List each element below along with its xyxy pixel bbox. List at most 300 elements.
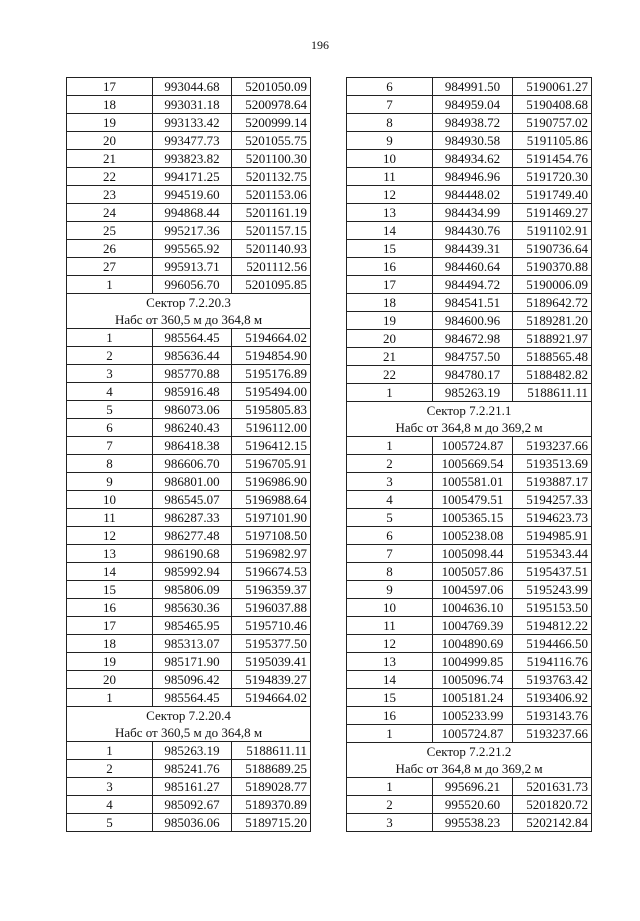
point-number: 9	[67, 473, 153, 491]
x-coordinate: 984600.96	[433, 312, 513, 330]
point-number: 19	[67, 114, 153, 132]
point-number: 2	[67, 760, 153, 778]
point-number: 20	[67, 671, 153, 689]
x-coordinate: 986073.06	[153, 401, 232, 419]
x-coordinate: 984672.98	[433, 330, 513, 348]
sector-height-range: Набс от 364,8 м до 369,2 м	[347, 419, 592, 437]
point-number: 12	[347, 635, 433, 653]
table-row	[67, 742, 311, 760]
table-row	[67, 383, 311, 401]
x-coordinate: 984439.31	[433, 240, 513, 258]
table-row	[347, 204, 592, 222]
table-row	[67, 527, 311, 545]
table-row	[347, 276, 592, 294]
sector-title: Сектор 7.2.20.4	[67, 707, 311, 725]
point-number: 3	[347, 473, 433, 491]
y-coordinate: 5195377.50	[232, 635, 311, 653]
y-coordinate: 5196674.53	[232, 563, 311, 581]
x-coordinate: 995913.71	[153, 258, 232, 276]
x-coordinate: 984460.64	[433, 258, 513, 276]
y-coordinate: 5196986.90	[232, 473, 311, 491]
table-row	[67, 599, 311, 617]
x-coordinate: 985916.48	[153, 383, 232, 401]
table-row	[347, 671, 592, 689]
x-coordinate: 984434.99	[433, 204, 513, 222]
table-row	[67, 563, 311, 581]
table-row	[67, 653, 311, 671]
y-coordinate: 5195343.44	[513, 545, 592, 563]
point-number: 3	[67, 365, 153, 383]
point-number: 17	[347, 276, 433, 294]
point-number: 1	[347, 725, 433, 743]
x-coordinate: 1005724.87	[433, 725, 513, 743]
x-coordinate: 1005479.51	[433, 491, 513, 509]
table-row	[67, 796, 311, 814]
y-coordinate: 5188611.11	[232, 742, 311, 760]
sector-range-row	[347, 419, 592, 437]
sector-range-row	[347, 760, 592, 778]
y-coordinate: 5196112.00	[232, 419, 311, 437]
y-coordinate: 5189370.89	[232, 796, 311, 814]
point-number: 8	[347, 114, 433, 132]
point-number: 22	[67, 168, 153, 186]
y-coordinate: 5188611.11	[513, 384, 592, 402]
table-row	[347, 294, 592, 312]
y-coordinate: 5202142.84	[513, 814, 592, 832]
point-number: 15	[67, 581, 153, 599]
point-number: 1	[347, 437, 433, 455]
x-coordinate: 984959.04	[433, 96, 513, 114]
y-coordinate: 5194257.33	[513, 491, 592, 509]
table-row	[67, 617, 311, 635]
y-coordinate: 5201140.93	[232, 240, 311, 258]
y-coordinate: 5201055.75	[232, 132, 311, 150]
point-number: 2	[347, 455, 433, 473]
table-row	[347, 168, 592, 186]
table-row	[347, 384, 592, 402]
table-row	[347, 258, 592, 276]
x-coordinate: 985263.19	[153, 742, 232, 760]
table-row	[67, 635, 311, 653]
x-coordinate: 985313.07	[153, 635, 232, 653]
point-number: 12	[347, 186, 433, 204]
point-number: 27	[67, 258, 153, 276]
y-coordinate: 5201157.15	[232, 222, 311, 240]
x-coordinate: 984430.76	[433, 222, 513, 240]
x-coordinate: 986287.33	[153, 509, 232, 527]
point-number: 1	[67, 689, 153, 707]
y-coordinate: 5196359.37	[232, 581, 311, 599]
table-row	[347, 725, 592, 743]
point-number: 6	[347, 527, 433, 545]
x-coordinate: 1005581.01	[433, 473, 513, 491]
point-number: 15	[347, 240, 433, 258]
table-row	[347, 78, 592, 96]
table-row	[347, 186, 592, 204]
x-coordinate: 1005057.86	[433, 563, 513, 581]
point-number: 9	[347, 581, 433, 599]
table-row	[347, 96, 592, 114]
table-row	[67, 778, 311, 796]
x-coordinate: 994171.25	[153, 168, 232, 186]
x-coordinate: 984780.17	[433, 366, 513, 384]
x-coordinate: 985241.76	[153, 760, 232, 778]
y-coordinate: 5191105.86	[513, 132, 592, 150]
x-coordinate: 1004597.06	[433, 581, 513, 599]
point-number: 5	[67, 401, 153, 419]
table-row	[67, 96, 311, 114]
x-coordinate: 985263.19	[433, 384, 513, 402]
table-row	[67, 222, 311, 240]
table-row	[67, 419, 311, 437]
point-number: 4	[347, 491, 433, 509]
x-coordinate: 1005724.87	[433, 437, 513, 455]
sector-range-row	[67, 724, 311, 742]
point-number: 5	[67, 814, 153, 832]
point-number: 19	[67, 653, 153, 671]
table-row	[67, 114, 311, 132]
point-number: 11	[67, 509, 153, 527]
y-coordinate: 5201132.75	[232, 168, 311, 186]
coordinates-table-right	[346, 77, 592, 832]
table-row	[67, 455, 311, 473]
y-coordinate: 5195039.41	[232, 653, 311, 671]
x-coordinate: 986277.48	[153, 527, 232, 545]
sector-range-row	[67, 311, 311, 329]
point-number: 1	[347, 778, 433, 796]
point-number: 13	[347, 204, 433, 222]
table-row	[347, 778, 592, 796]
point-number: 2	[67, 347, 153, 365]
y-coordinate: 5201112.56	[232, 258, 311, 276]
table-row	[67, 509, 311, 527]
table-row	[67, 814, 311, 832]
x-coordinate: 986240.43	[153, 419, 232, 437]
y-coordinate: 5191102.91	[513, 222, 592, 240]
table-row	[347, 545, 592, 563]
x-coordinate: 986801.00	[153, 473, 232, 491]
point-number: 14	[67, 563, 153, 581]
y-coordinate: 5194854.90	[232, 347, 311, 365]
y-coordinate: 5194664.02	[232, 329, 311, 347]
table-row	[347, 330, 592, 348]
sector-height-range: Набс от 360,5 м до 364,8 м	[67, 724, 311, 742]
table-row	[347, 599, 592, 617]
point-number: 13	[67, 545, 153, 563]
x-coordinate: 985161.27	[153, 778, 232, 796]
y-coordinate: 5190006.09	[513, 276, 592, 294]
x-coordinate: 984938.72	[433, 114, 513, 132]
y-coordinate: 5193406.92	[513, 689, 592, 707]
table-row	[347, 653, 592, 671]
table-row	[347, 132, 592, 150]
x-coordinate: 984541.51	[433, 294, 513, 312]
x-coordinate: 1005669.54	[433, 455, 513, 473]
point-number: 8	[347, 563, 433, 581]
x-coordinate: 993031.18	[153, 96, 232, 114]
point-number: 11	[347, 168, 433, 186]
point-number: 16	[347, 258, 433, 276]
y-coordinate: 5201161.19	[232, 204, 311, 222]
sector-title: Сектор 7.2.20.3	[67, 294, 311, 312]
point-number: 22	[347, 366, 433, 384]
x-coordinate: 994519.60	[153, 186, 232, 204]
sector-header	[67, 294, 311, 312]
y-coordinate: 5191469.27	[513, 204, 592, 222]
table-row	[67, 689, 311, 707]
x-coordinate: 984930.58	[433, 132, 513, 150]
y-coordinate: 5195153.50	[513, 599, 592, 617]
y-coordinate: 5195437.51	[513, 563, 592, 581]
x-coordinate: 1005365.15	[433, 509, 513, 527]
y-coordinate: 5194466.50	[513, 635, 592, 653]
y-coordinate: 5197108.50	[232, 527, 311, 545]
table-row	[67, 365, 311, 383]
table-row	[347, 348, 592, 366]
point-number: 14	[347, 222, 433, 240]
x-coordinate: 995538.23	[433, 814, 513, 832]
table-row	[347, 455, 592, 473]
y-coordinate: 5194985.91	[513, 527, 592, 545]
table-row	[347, 240, 592, 258]
point-number: 21	[67, 150, 153, 168]
y-coordinate: 5194116.76	[513, 653, 592, 671]
x-coordinate: 985806.09	[153, 581, 232, 599]
point-number: 5	[347, 509, 433, 527]
point-number: 10	[67, 491, 153, 509]
table-row	[347, 473, 592, 491]
point-number: 23	[67, 186, 153, 204]
point-number: 7	[67, 437, 153, 455]
table-row	[347, 150, 592, 168]
x-coordinate: 985630.36	[153, 599, 232, 617]
table-row	[347, 509, 592, 527]
x-coordinate: 996056.70	[153, 276, 232, 294]
point-number: 17	[67, 78, 153, 96]
x-coordinate: 993477.73	[153, 132, 232, 150]
x-coordinate: 985096.42	[153, 671, 232, 689]
point-number: 3	[67, 778, 153, 796]
x-coordinate: 994868.44	[153, 204, 232, 222]
x-coordinate: 995520.60	[433, 796, 513, 814]
x-coordinate: 1004769.39	[433, 617, 513, 635]
y-coordinate: 5201153.06	[232, 186, 311, 204]
table-row	[347, 635, 592, 653]
y-coordinate: 5190757.02	[513, 114, 592, 132]
point-number: 17	[67, 617, 153, 635]
x-coordinate: 986606.70	[153, 455, 232, 473]
y-coordinate: 5188482.82	[513, 366, 592, 384]
y-coordinate: 5193237.66	[513, 725, 592, 743]
y-coordinate: 5200999.14	[232, 114, 311, 132]
y-coordinate: 5193237.66	[513, 437, 592, 455]
x-coordinate: 984991.50	[433, 78, 513, 96]
x-coordinate: 993823.82	[153, 150, 232, 168]
sector-height-range: Набс от 360,5 м до 364,8 м	[67, 311, 311, 329]
table-row	[347, 814, 592, 832]
table-row	[347, 312, 592, 330]
point-number: 21	[347, 348, 433, 366]
y-coordinate: 5188689.25	[232, 760, 311, 778]
table-row	[347, 527, 592, 545]
point-number: 14	[347, 671, 433, 689]
point-number: 26	[67, 240, 153, 258]
x-coordinate: 1004636.10	[433, 599, 513, 617]
x-coordinate: 993133.42	[153, 114, 232, 132]
y-coordinate: 5197101.90	[232, 509, 311, 527]
table-row	[67, 491, 311, 509]
x-coordinate: 995217.36	[153, 222, 232, 240]
y-coordinate: 5193763.42	[513, 671, 592, 689]
y-coordinate: 5193513.69	[513, 455, 592, 473]
x-coordinate: 1005238.08	[433, 527, 513, 545]
x-coordinate: 1005096.74	[433, 671, 513, 689]
point-number: 24	[67, 204, 153, 222]
y-coordinate: 5195243.99	[513, 581, 592, 599]
y-coordinate: 5191720.30	[513, 168, 592, 186]
table-row	[67, 671, 311, 689]
x-coordinate: 985770.88	[153, 365, 232, 383]
point-number: 8	[67, 455, 153, 473]
y-coordinate: 5190061.27	[513, 78, 592, 96]
point-number: 16	[347, 707, 433, 725]
y-coordinate: 5195710.46	[232, 617, 311, 635]
point-number: 16	[67, 599, 153, 617]
table-row	[347, 581, 592, 599]
x-coordinate: 986190.68	[153, 545, 232, 563]
sector-title: Сектор 7.2.21.2	[347, 743, 592, 761]
table-row	[67, 329, 311, 347]
point-number: 4	[67, 383, 153, 401]
table-row	[67, 581, 311, 599]
table-row	[67, 186, 311, 204]
point-number: 7	[347, 96, 433, 114]
x-coordinate: 985092.67	[153, 796, 232, 814]
table-row	[347, 437, 592, 455]
x-coordinate: 984448.02	[433, 186, 513, 204]
table-row	[67, 545, 311, 563]
y-coordinate: 5195494.00	[232, 383, 311, 401]
y-coordinate: 5189281.20	[513, 312, 592, 330]
point-number: 15	[347, 689, 433, 707]
point-number: 18	[347, 294, 433, 312]
page-number: 196	[311, 38, 329, 52]
table-row	[67, 240, 311, 258]
point-number: 20	[347, 330, 433, 348]
point-number: 10	[347, 599, 433, 617]
y-coordinate: 5190370.88	[513, 258, 592, 276]
table-row	[67, 473, 311, 491]
table-row	[67, 150, 311, 168]
table-row	[67, 760, 311, 778]
table-row	[347, 796, 592, 814]
x-coordinate: 984757.50	[433, 348, 513, 366]
y-coordinate: 5200978.64	[232, 96, 311, 114]
point-number: 25	[67, 222, 153, 240]
y-coordinate: 5196982.97	[232, 545, 311, 563]
x-coordinate: 985465.95	[153, 617, 232, 635]
point-number: 1	[67, 329, 153, 347]
y-coordinate: 5189715.20	[232, 814, 311, 832]
table-row	[347, 366, 592, 384]
y-coordinate: 5191454.76	[513, 150, 592, 168]
x-coordinate: 985992.94	[153, 563, 232, 581]
point-number: 4	[67, 796, 153, 814]
y-coordinate: 5190736.64	[513, 240, 592, 258]
point-number: 7	[347, 545, 433, 563]
y-coordinate: 5196705.91	[232, 455, 311, 473]
x-coordinate: 1005098.44	[433, 545, 513, 563]
table-row	[67, 204, 311, 222]
point-number: 1	[67, 276, 153, 294]
y-coordinate: 5193887.17	[513, 473, 592, 491]
sector-header	[347, 402, 592, 420]
y-coordinate: 5188921.97	[513, 330, 592, 348]
point-number: 6	[67, 419, 153, 437]
x-coordinate: 985171.90	[153, 653, 232, 671]
table-row	[347, 491, 592, 509]
x-coordinate: 985564.45	[153, 689, 232, 707]
table-row	[347, 222, 592, 240]
table-row	[67, 437, 311, 455]
y-coordinate: 5201631.73	[513, 778, 592, 796]
y-coordinate: 5201100.30	[232, 150, 311, 168]
y-coordinate: 5196412.15	[232, 437, 311, 455]
y-coordinate: 5201820.72	[513, 796, 592, 814]
sector-height-range: Набс от 364,8 м до 369,2 м	[347, 760, 592, 778]
point-number: 10	[347, 150, 433, 168]
x-coordinate: 1004999.85	[433, 653, 513, 671]
x-coordinate: 995696.21	[433, 778, 513, 796]
x-coordinate: 993044.68	[153, 78, 232, 96]
y-coordinate: 5196037.88	[232, 599, 311, 617]
point-number: 18	[67, 635, 153, 653]
table-row	[347, 689, 592, 707]
x-coordinate: 984946.96	[433, 168, 513, 186]
table-row	[67, 347, 311, 365]
y-coordinate: 5194812.22	[513, 617, 592, 635]
y-coordinate: 5195805.83	[232, 401, 311, 419]
point-number: 18	[67, 96, 153, 114]
y-coordinate: 5201095.85	[232, 276, 311, 294]
point-number: 20	[67, 132, 153, 150]
point-number: 9	[347, 132, 433, 150]
y-coordinate: 5191749.40	[513, 186, 592, 204]
y-coordinate: 5189028.77	[232, 778, 311, 796]
x-coordinate: 985036.06	[153, 814, 232, 832]
y-coordinate: 5194664.02	[232, 689, 311, 707]
point-number: 11	[347, 617, 433, 635]
point-number: 3	[347, 814, 433, 832]
x-coordinate: 984494.72	[433, 276, 513, 294]
table-row	[67, 258, 311, 276]
point-number: 1	[67, 742, 153, 760]
y-coordinate: 5193143.76	[513, 707, 592, 725]
table-row	[347, 114, 592, 132]
y-coordinate: 5194839.27	[232, 671, 311, 689]
sector-title: Сектор 7.2.21.1	[347, 402, 592, 420]
point-number: 12	[67, 527, 153, 545]
y-coordinate: 5195176.89	[232, 365, 311, 383]
y-coordinate: 5189642.72	[513, 294, 592, 312]
y-coordinate: 5196988.64	[232, 491, 311, 509]
table-row	[67, 78, 311, 96]
y-coordinate: 5194623.73	[513, 509, 592, 527]
x-coordinate: 1005181.24	[433, 689, 513, 707]
y-coordinate: 5188565.48	[513, 348, 592, 366]
x-coordinate: 985636.44	[153, 347, 232, 365]
table-row	[67, 401, 311, 419]
